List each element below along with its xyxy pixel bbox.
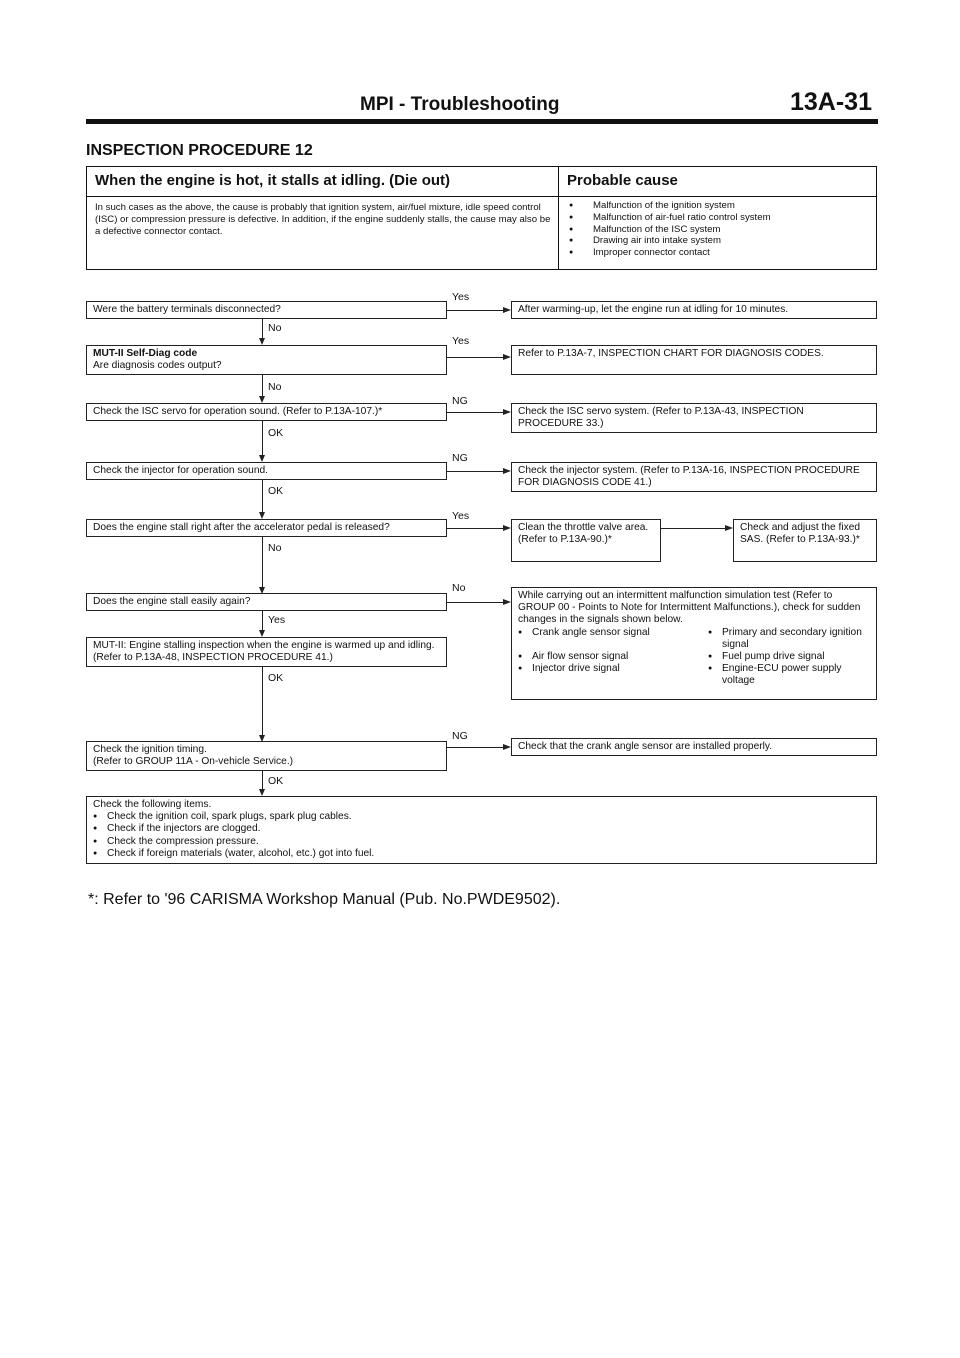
yes-label: Yes — [268, 614, 286, 626]
signal-item: ● Air flow sensor signal — [518, 651, 708, 663]
step4-box — [86, 462, 447, 480]
arrow-right-icon — [503, 599, 511, 605]
no-label: No — [268, 381, 282, 393]
no-label: No — [452, 582, 466, 594]
signal-list — [518, 627, 870, 688]
arrow-down-icon — [259, 396, 265, 403]
connector — [661, 528, 725, 529]
final-item: ● Check the compression pressure. — [93, 836, 870, 848]
final-item: ● Check the ignition coil, spark plugs, spark plug cables. — [93, 811, 870, 823]
summary-table — [86, 166, 877, 270]
yes-label: Yes — [452, 335, 470, 347]
ng-label: NG — [452, 395, 468, 407]
connector — [262, 537, 263, 590]
step5-yes-a-text: Clean the throttle valve area. (Refer to P.13A-90.)* — [518, 522, 649, 546]
step4-ng-box — [511, 462, 877, 492]
final-item: ● Check if the injectors are clogged. — [93, 823, 870, 835]
step8-ng-text: Check that the crank angle sensor are installed properly. — [518, 741, 773, 752]
arrow-right-icon — [503, 354, 511, 360]
cause-item: ● Malfunction of the ISC system — [567, 224, 771, 236]
connector — [262, 421, 263, 458]
symptom-description: In such cases as the above, the cause is probably that ignition system, air/fuel mixture, idle speed control (ISC) or compression pressure is defective. In addition, if the engine suddenly stalls, the cause may also be a defective connector contact. — [95, 202, 551, 237]
no-label: No — [268, 542, 282, 554]
final-list — [93, 811, 870, 860]
step5-box — [86, 519, 447, 537]
step8-ng-box — [511, 738, 877, 756]
step5-yes-b-box — [733, 519, 877, 562]
summary-divider — [558, 167, 559, 269]
step2-box — [86, 345, 447, 375]
header-rule — [86, 119, 878, 124]
signal-item: ● Primary and secondary ignition signal — [708, 627, 868, 651]
header-title: MPI - Troubleshooting — [360, 94, 560, 115]
cause-item: ● Drawing air into intake system — [567, 235, 771, 247]
cause-item: ● Malfunction of air-fuel ratio control system — [567, 212, 771, 224]
connector — [262, 611, 263, 632]
connector — [447, 602, 503, 603]
step1-yes-box — [511, 301, 877, 319]
step2-yes-text: Refer to P.13A-7, INSPECTION CHART FOR DIAGNOSIS CODES. — [518, 348, 824, 359]
cause-item: ● Improper connector contact — [567, 247, 771, 259]
step2-yes-box — [511, 345, 877, 375]
connector — [262, 667, 263, 739]
ng-label: NG — [452, 452, 468, 464]
connector — [262, 319, 263, 340]
step3-text: Check the ISC servo for operation sound. (Refer to P.13A-107.)* — [93, 406, 383, 417]
arrow-right-icon — [725, 525, 733, 531]
ok-label: OK — [268, 775, 284, 787]
step5-yes-a-box — [511, 519, 661, 562]
arrow-down-icon — [259, 338, 265, 345]
step8-line1: Check the ignition timing. — [93, 744, 207, 755]
step2-text: Are diagnosis codes output? — [93, 360, 222, 372]
step3-ng-box — [511, 403, 877, 433]
connector — [447, 528, 503, 529]
connector — [447, 357, 503, 358]
final-checks-box — [86, 796, 877, 864]
arrow-right-icon — [503, 744, 511, 750]
step1-box — [86, 301, 447, 319]
step8-line2: (Refer to GROUP 11A - On-vehicle Service.) — [93, 756, 294, 768]
yes-label: Yes — [452, 291, 470, 303]
cause-list — [567, 200, 771, 259]
cause-heading: Probable cause — [567, 172, 678, 189]
step1-yes-text: After warming-up, let the engine run at idling for 10 minutes. — [518, 304, 789, 315]
arrow-right-icon — [503, 525, 511, 531]
connector — [447, 310, 503, 311]
step4-ng-text: Check the injector system. (Refer to P.13A-16, INSPECTION PROCEDURE FOR DIAGNOSIS CODE 41.) — [518, 465, 860, 489]
no-label: No — [268, 322, 282, 334]
arrow-down-icon — [259, 789, 265, 796]
step5-text: Does the engine stall right after the accelerator pedal is released? — [93, 522, 390, 533]
arrow-right-icon — [503, 409, 511, 415]
step1-text: Were the battery terminals disconnected? — [93, 304, 281, 315]
signal-item: ● Crank angle sensor signal — [518, 627, 708, 651]
step6-box — [86, 593, 447, 611]
yes-label: Yes — [452, 510, 470, 522]
step3-box — [86, 403, 447, 421]
step3-ng-text: Check the ISC servo system. (Refer to P.13A-43, INSPECTION PROCEDURE 33.) — [518, 406, 804, 430]
ok-label: OK — [268, 485, 284, 497]
arrow-right-icon — [503, 307, 511, 313]
step7-text: MUT-II: Engine stalling inspection when the engine is warmed up and idling. (Refer to P.13A-48, INSPECTION PROCEDURE 41.) — [93, 640, 435, 664]
arrow-right-icon — [503, 468, 511, 474]
step8-box — [86, 741, 447, 771]
ok-label: OK — [268, 427, 284, 439]
step6-text: Does the engine stall easily again? — [93, 596, 251, 607]
signal-item: ● Injector drive signal — [518, 663, 708, 687]
step2-title: MUT-II Self-Diag code — [93, 348, 198, 359]
arrow-down-icon — [259, 512, 265, 519]
page-number: 13A-31 — [790, 88, 872, 116]
step4-text: Check the injector for operation sound. — [93, 465, 268, 476]
step6-no-intro: While carrying out an intermittent malfunction simulation test (Refer to GROUP 00 - Points to Note for Intermittent Malfunctions.), check for sudden changes in the signals shown below. — [518, 590, 861, 626]
procedure-title: INSPECTION PROCEDURE 12 — [86, 142, 313, 159]
cause-item: ● Malfunction of the ignition system — [567, 200, 771, 212]
ok-label: OK — [268, 672, 284, 684]
connector — [447, 747, 503, 748]
ng-label: NG — [452, 730, 468, 742]
connector — [447, 471, 503, 472]
footnote: *: Refer to '96 CARISMA Workshop Manual (Pub. No.PWDE9502). — [88, 891, 561, 908]
final-item: ● Check if foreign materials (water, alcohol, etc.) got into fuel. — [93, 848, 870, 860]
signal-item: ● Engine-ECU power supply voltage — [708, 663, 868, 687]
step6-no-box — [511, 587, 877, 700]
signal-item: ● Fuel pump drive signal — [708, 651, 868, 663]
connector — [262, 480, 263, 515]
connector — [447, 412, 503, 413]
step5-yes-b-text: Check and adjust the fixed SAS. (Refer to P.13A-93.)* — [740, 522, 861, 546]
step7-box — [86, 637, 447, 667]
arrow-down-icon — [259, 630, 265, 637]
final-title: Check the following items. — [93, 799, 212, 810]
symptom-heading: When the engine is hot, it stalls at idling. (Die out) — [95, 172, 451, 189]
summary-header-rule — [87, 196, 876, 197]
arrow-down-icon — [259, 455, 265, 462]
